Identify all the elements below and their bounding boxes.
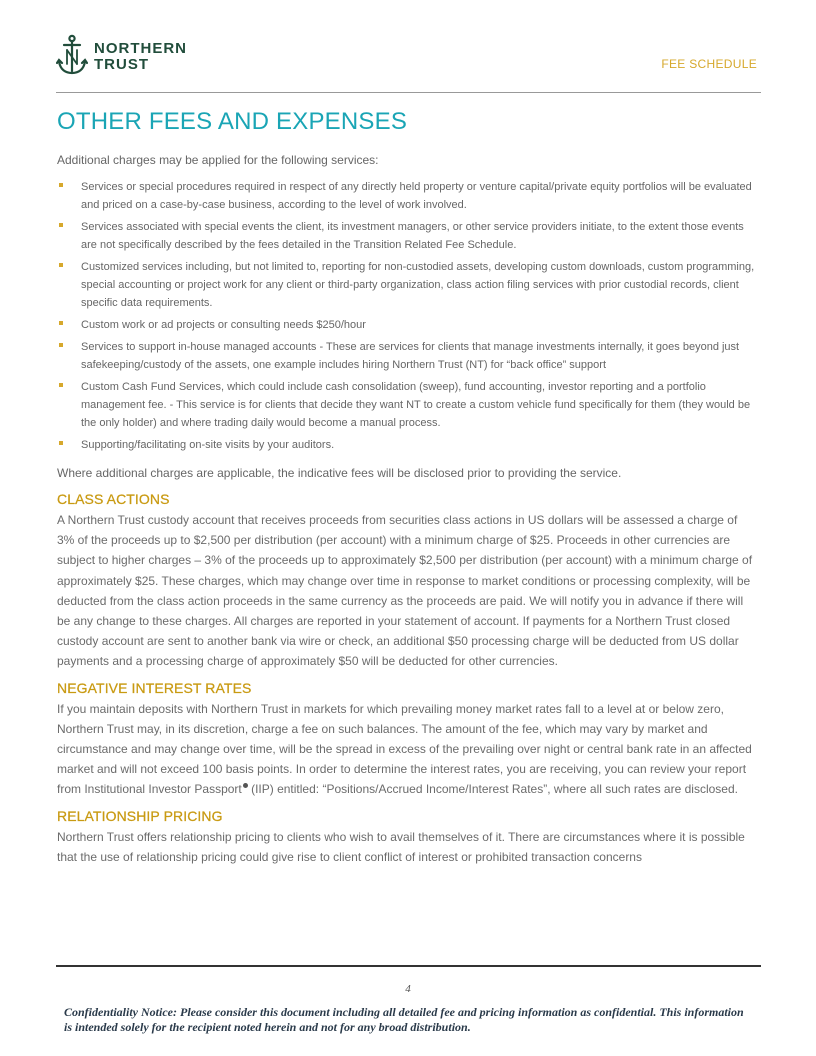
bullet-icon	[59, 343, 63, 347]
list-item	[57, 218, 757, 254]
logo-wordmark	[94, 41, 187, 73]
intro-text: Additional charges may be applied for the following services:	[57, 153, 379, 167]
list-item	[57, 436, 757, 454]
bullet-icon	[59, 183, 63, 187]
bullet-icon	[59, 223, 63, 227]
fee-list	[57, 178, 757, 454]
relationship-pricing-body: Northern Trust offers relationship pricing to clients who wish to avail themselves of it. There are circumstances where it is possible that the use of relationship pricing could give rise to client conflict of interest or prohibited transaction concerns	[57, 829, 745, 864]
document-tag: FEE SCHEDULE	[661, 57, 757, 71]
main-content	[57, 107, 757, 867]
list-item-text: Services or special procedures required in respect of any directly held property or venture capital/private equity portfolios will be evaluated and priced on a case-by-case business, according to the level of work involved.	[81, 181, 752, 211]
list-item-text: Custom Cash Fund Services, which could include cash consolidation (sweep), fund accounting, investor reporting and a portfolio management fee. - This service is for clients that decide they want NT to create a custom vehicle fund specifically for them (they would be the only holder) and where trading daily would become a manual process.	[81, 381, 751, 429]
list-item-text: Customized services including, but not limited to, reporting for non-custodied assets, developing custom downloads, custom programming, special accounting or project work for any client or third-party organization, class action filing services with prior custodial records, client specific data requirements.	[81, 261, 755, 309]
list-item-text: Supporting/facilitating on-site visits by your auditors.	[81, 439, 335, 451]
northern-trust-logo	[56, 34, 187, 76]
list-item-text: Services associated with special events the client, its investment managers, or other service providers initiate, to the extent those events are not specifically described by the fees detailed in the Transition Related Fee Schedule.	[81, 221, 744, 251]
negative-rates-text-1: If you maintain deposits with Northern Trust in markets for which prevailing money market rates fall to a level at or below zero, Northern Trust may, in its discretion, charge a fee on such balances. The amount of the fee, which may vary by market and circumstance and may change over time, will be the spread in excess of the prevailing over night or central bank rate in an affected market and will not exceed 100 basis points. In order to determine the interest rates, you are receiving, you can review your report from Institutional Investor Passport	[57, 701, 752, 797]
list-item	[57, 378, 757, 432]
list-item-text: Services to support in-house managed accounts - These are services for clients that manage investments internally, it goes beyond just safekeeping/custody of the assets, one example includes hiring Northern Trust (NT) for “back office” support	[81, 341, 740, 371]
class-actions-body: A Northern Trust custody account that receives proceeds from securities class actions in US dollars will be assessed a charge of 3% of the proceeds up to $2,500 per distribution (per account) with a minimum charge of $25. Proceeds in other currencies are subject to higher charges – 3% of the proceeds up to approximately $2,500 per distribution (per account) with a minimum charge of approximately $25. These charges, which may change over time in response to market conditions or processing complexity, will be deducted from the class action proceeds in the same currency as the proceeds are paid. We will notify you in advance if there will be any change to these charges. All charges are reported in your statement of account. If payments for a Northern Trust closed custody account are sent to another bank via wire or check, an additional $50 processing charge will be deducted from US dollar payments and a processing charge of approximately $50 will be deducted for other currencies.	[57, 513, 753, 669]
section-heading-relationship-pricing: RELATIONSHIP PRICING	[57, 807, 223, 824]
header-divider	[56, 92, 761, 93]
closing-text: Where additional charges are applicable, the indicative fees will be disclosed prior to providing the service.	[57, 466, 622, 480]
logo-line-2: TRUST	[94, 56, 149, 73]
list-item	[57, 258, 757, 312]
negative-rates-text-2: (IIP) entitled: “Positions/Accrued Income/Interest Rates”, where all such rates are disclosed.	[247, 782, 738, 797]
page-number: 4	[405, 983, 411, 995]
anchor-logo-icon	[56, 34, 88, 76]
list-item	[57, 316, 757, 334]
section-heading-class-actions: CLASS ACTIONS	[57, 491, 170, 507]
list-item	[57, 338, 757, 374]
page-title: OTHER FEES AND EXPENSES	[57, 108, 408, 135]
negative-rates-body	[57, 699, 757, 800]
bullet-icon	[59, 321, 63, 325]
bullet-icon	[59, 263, 63, 267]
footer-divider	[56, 965, 761, 967]
bullet-icon	[59, 441, 63, 445]
list-item-text: Custom work or ad projects or consulting needs $250/hour	[81, 319, 366, 331]
bullet-icon	[59, 383, 63, 387]
page-header	[56, 34, 761, 92]
confidentiality-notice: Confidentiality Notice: Please consider this document including all detailed fee and pricing information as confidential. This information is intended solely for the recipient noted herein and not for any broad distribution.	[64, 1005, 744, 1034]
logo-line-1: NORTHERN	[94, 40, 187, 57]
list-item	[57, 178, 757, 214]
section-heading-negative-interest-rates: NEGATIVE INTEREST RATES	[57, 679, 252, 696]
